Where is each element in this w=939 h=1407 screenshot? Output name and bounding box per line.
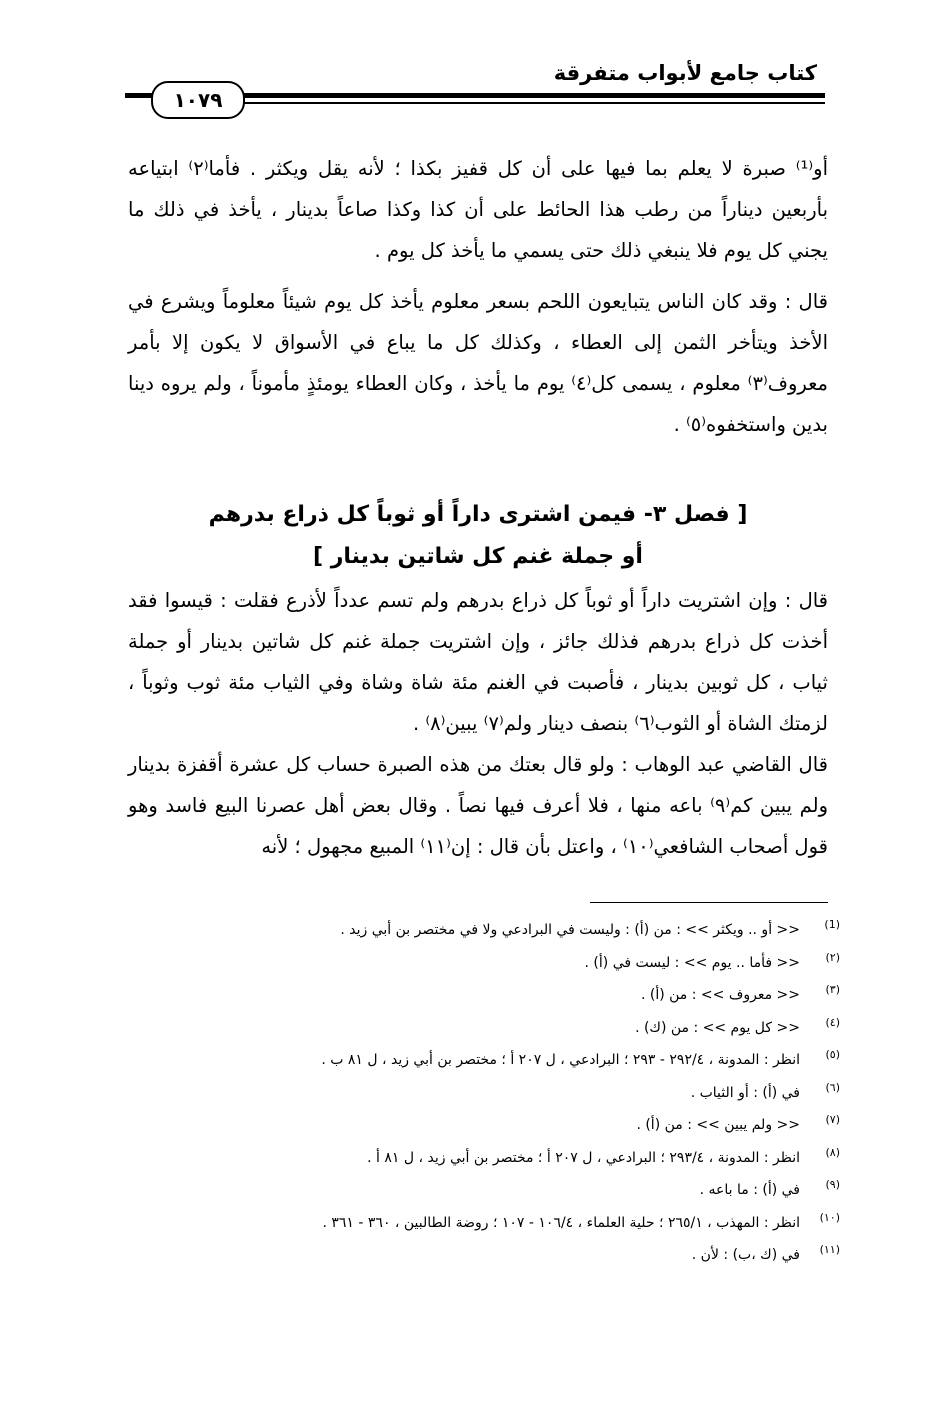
footnote-number: (١١) <box>819 1243 840 1256</box>
footnote <box>160 914 840 947</box>
footnote-number: (٤) <box>825 1015 840 1029</box>
paragraph-3: قال : وإن اشتريت داراً أو ثوباً كل ذراع بدرهم ولم تسم عدداً لأذرع فقلت : قيسوا فقد أخذت كل ذراع بدرهم فذلك جائز ، وإن اشتريت جملة غنم كل شاتين بدينار أو جملة ثياب ، كل ثوبين بدينار ، فأصبت في الغنم مئة شاة وشاة وفي الثياب مئة ثوب وثوباً ، لزمتك الشاة أو الثوب⁽٦⁾ بنصف دينار ولم⁽٧⁾ يبين⁽٨⁾ . <box>128 589 828 735</box>
footnote-text: في (أ) : ما باعه . <box>699 1182 800 1198</box>
paragraph-2: قال : وقد كان الناس يتبايعون اللحم بسعر معلوم يأخذ كل يوم شيئاً معلوماً ويشرع في الأخذ ويتأخر الثمن إلى العطاء ، وكذلك كل ما يباع في الأسواق لا يكون إلا بأمر معروف⁽٣⁾ معلوم ، يسمى كل⁽٤⁾ يوم ما يأخذ ، وكان العطاء يومئذٍ مأموناً ، ولم يروه دينا بدين واستخفوه⁽٥⁾ . <box>128 290 828 436</box>
footnote <box>160 1239 840 1272</box>
page-number-badge: ١٠٧٩ <box>151 81 245 119</box>
footnote-text: في (ك ،ب) : لأن . <box>691 1247 800 1263</box>
footnote-number: (٧) <box>825 1113 840 1126</box>
footnote <box>160 979 840 1012</box>
footnote <box>160 1044 840 1077</box>
footnote <box>160 1207 840 1240</box>
footnote-number: (٨) <box>825 1145 840 1159</box>
footnote-number: (٩) <box>825 1178 840 1191</box>
footnote-text: انظر : المهذب ، ٢٦٥/١ ؛ حلية العلماء ، ١٠٦/٤ - ١٠٧ ؛ روضة الطالبين ، ٣٦٠ - ٣٦١ . <box>322 1214 800 1231</box>
footnote-number: (١٠) <box>819 1210 840 1224</box>
footnote-number: (٦) <box>825 1080 840 1094</box>
footnote-text: انظر : المدونة ، ٢٩٣/٤ ؛ البرادعي ، ل ٢٠٧ أ ؛ مختصر بن أبي زيد ، ل ٨١ أ . <box>367 1149 800 1166</box>
footnote-number: (٥) <box>825 1048 840 1061</box>
footnote-text: << كل يوم >> : من (ك) . <box>635 1019 800 1036</box>
footnote-number: (٢) <box>825 950 840 964</box>
footnote <box>160 947 840 980</box>
section-heading-line-2: أو جملة غنم كل شاتين بدينار ] <box>313 544 643 569</box>
footnote-text: في (أ) : أو الثياب . <box>690 1084 800 1101</box>
footnotes <box>160 914 840 1272</box>
running-title: كتاب جامع لأبواب متفرقة <box>553 61 817 85</box>
footnote-number: (٣) <box>825 983 840 996</box>
footnote <box>160 1012 840 1045</box>
footnote-text: << معروف >> : من (أ) . <box>640 987 800 1003</box>
footnote <box>160 1077 840 1110</box>
footnote-text: << ولم يبين >> : من (أ) . <box>636 1117 800 1133</box>
footnote <box>160 1109 840 1142</box>
paragraph-4: قال القاضي عبد الوهاب : ولو قال بعتك من هذه الصبرة حساب كل عشرة أقفزة بدينار ولم يبين كم⁽٩⁾ باعه منها ، فلا أعرف فيها نصاً . وقال بعض أهل عصرنا البيع فاسد وهو قول أصحاب الشافعي⁽١٠⁾ ، واعتل بأن قال : إن⁽١١⁾ المبيع مجهول ؛ لأنه <box>128 753 828 858</box>
header-rule-thin <box>235 102 825 104</box>
paragraph-1: أو⁽¹⁾ صبرة لا يعلم بما فيها على أن كل قفيز بكذا ؛ لأنه يقل ويكثر . فأما⁽٢⁾ ابتياعه بأربعين ديناراً من رطب هذا الحائط على أن كذا وكذا صاعاً بدينار ، يأخذ في ذلك ما يجني كل يوم فلا ينبغي ذلك حتى يسمي ما يأخذ كل يوم . <box>128 157 828 262</box>
footnote-text: << أو .. ويكثر >> : من (أ) : وليست في البرادعي ولا في مختصر بن أبي زيد . <box>340 922 800 938</box>
page-header <box>125 55 825 125</box>
section-heading-line-1: [ فصل ٣- فيمن اشترى داراً أو ثوباً كل ذراع بدرهم <box>208 502 748 527</box>
footnote-text: انظر : المدونة ، ٢٩٢/٤ - ٢٩٣ ؛ البرادعي ، ل ٢٠٧ أ ؛ مختصر بن أبي زيد ، ل ٨١ ب . <box>321 1052 800 1068</box>
footnote <box>160 1174 840 1207</box>
footnote <box>160 1142 840 1175</box>
footnote-number: (1) <box>824 918 840 931</box>
footnote-separator <box>590 902 828 903</box>
footnote-text: << فأما .. يوم >> : ليست في (أ) . <box>584 954 800 971</box>
